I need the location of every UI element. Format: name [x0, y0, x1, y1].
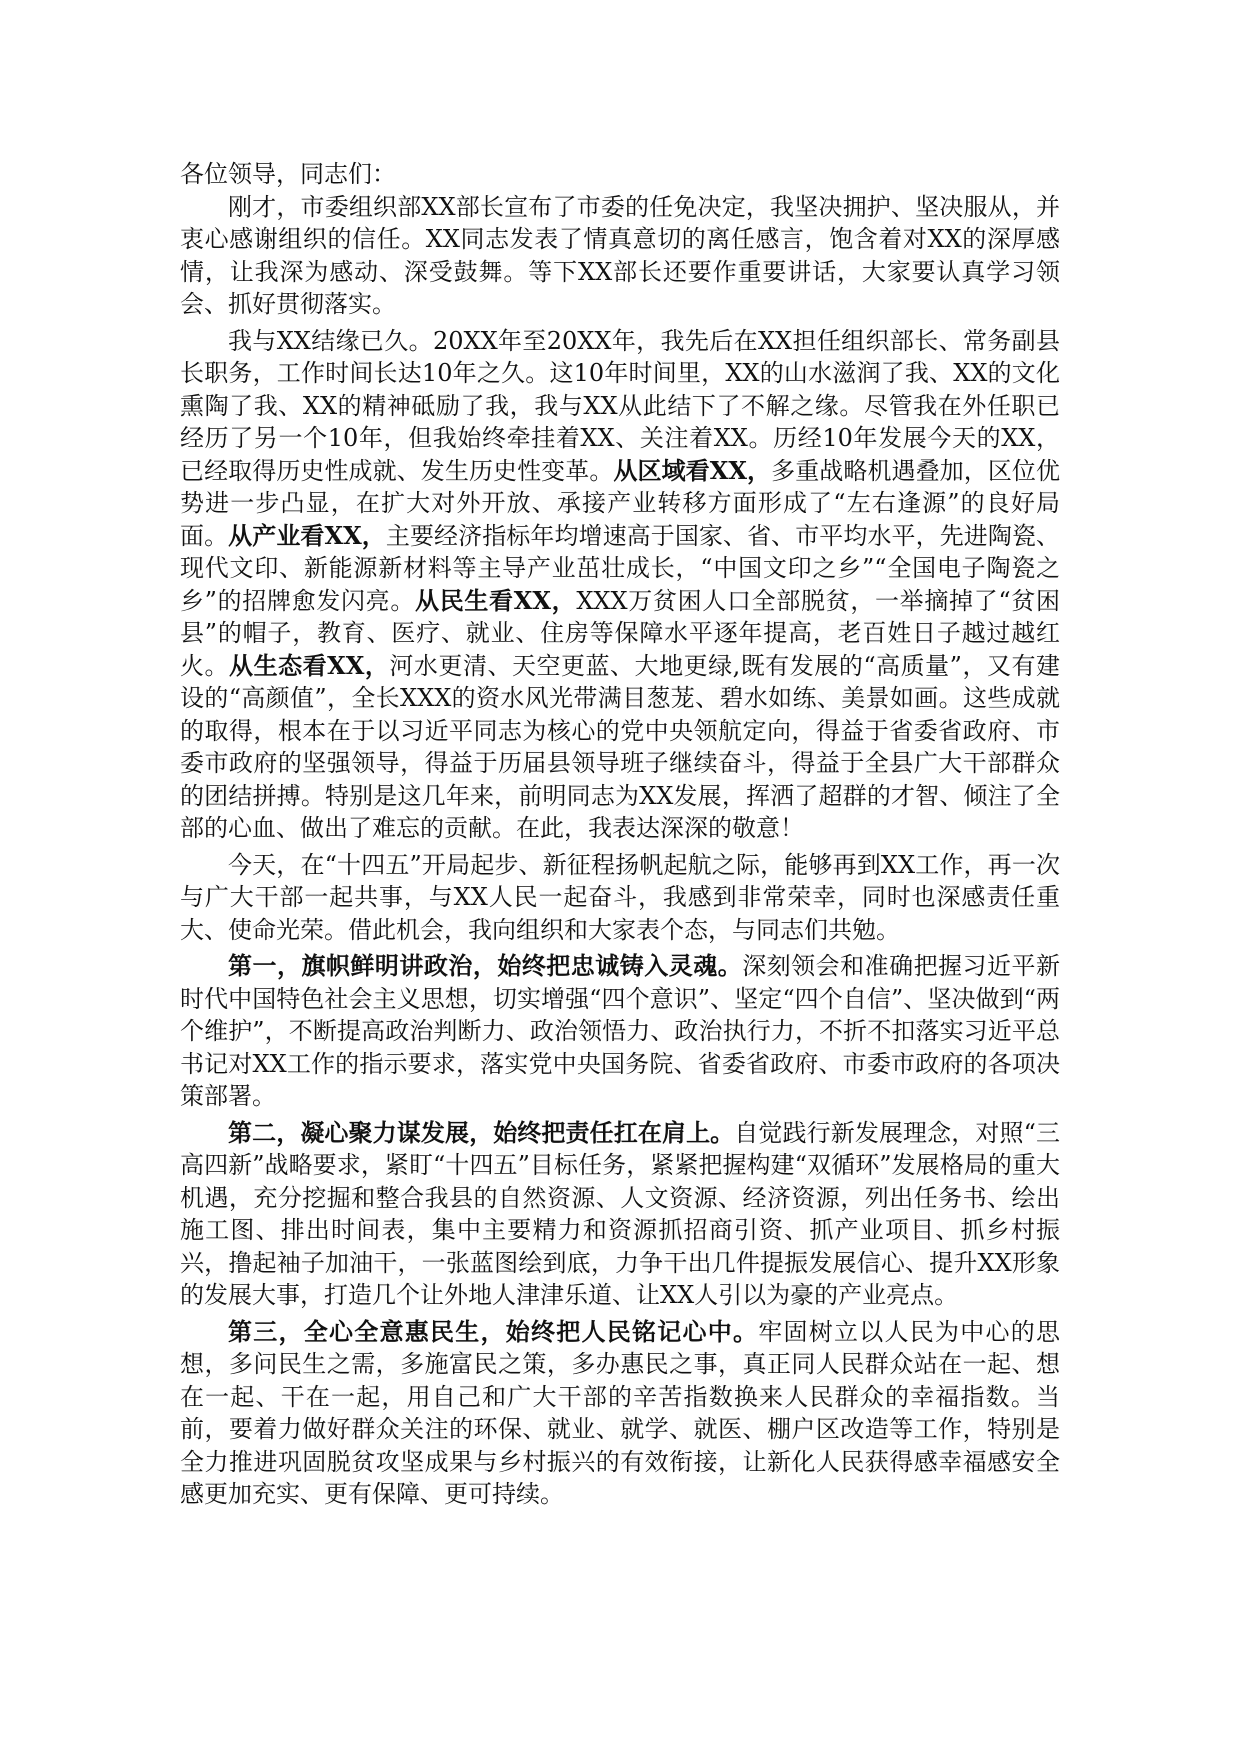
speech-body	[180, 158, 1060, 1511]
achievements-intro: 我与XX结缘已久。20XX年至20XX年，我先后在XX担任组织部长、常务副县长职务，工作时间长达10年之久。这10年时间里，XX的山水滋润了我、XX的文化熏陶了我、XX的精神砥励了我，我与XX从此结下了不解之缘。尽管我在外任职已经历了另一个10年，但我始终牵挂着XX、关注着XX。历经10年发展今天的XX，已经取得历史性成就、发生历史性变革。	[180, 326, 1060, 485]
industry-heading: 从产业看XX，	[228, 520, 386, 550]
point-two-text: 自觉践行新发展理念，对照“三高四新”战略要求，紧盯“十四五”目标任务，紧紧把握构建“双循环”发展格局的重大机遇，充分挖掘和整合我县的自然资源、人文资源、经济资源，列出任务书、绘出施工图、排出时间表，集中主要精力和资源抓招商引资、抓产业项目、抓乡村振兴，撸起袖子加油干，一张蓝图绘到底，力争干出几件提振发展信心、提升XX形象的发展大事，打造几个让外地人津津乐道、让XX人引以为豪的产业亮点。	[180, 1118, 1060, 1309]
point-three-heading: 第三，全心全意惠民生，始终把人民铭记心中。	[228, 1316, 759, 1346]
paragraph-point-one	[180, 950, 1060, 1113]
ecology-heading: 从生态看XX，	[229, 650, 390, 680]
region-text: 多重战略机遇叠加，区位优势进一步凸显，在扩大对外开放、承接产业转移方面形成了“左右逢源”的良好局面。	[180, 456, 1061, 550]
paragraph-point-three	[180, 1316, 1060, 1511]
point-one-heading: 第一，旗帜鲜明讲政治，始终把忠诚铸入灵魂。	[228, 951, 743, 980]
paragraph-opening: 刚才，市委组织部XX部长宣布了市委的任免决定，我坚决拥护、坚决服从，并衷心感谢组织的信任。XX同志发表了情真意切的离任感言，饱含着对XX的深厚感情，让我深为感动、深受鼓舞。等下XX部长还要作重要讲话，大家要认真学习领会、抓好贯彻落实。	[180, 192, 1060, 318]
livelihood-text: XXX万贫困人口全部脱贫，一举摘掉了“贫困县”的帽子，教育、医疗、就业、住房等保障水平逐年提高，老百姓日子越过越红火。	[180, 586, 1060, 680]
ecology-text: 河水更清、天空更蓝、大地更绿,既有发展的“高质量”，又有建设的“高颜值”，全长XXX的资水风光带满目葱茏、碧水如练、美景如画。这些成就的取得，根本在于以习近平同志为核心的党中央领航定向，得益于省委省政府、市委市政府的坚强领导，得益于历届县领导班子继续奋斗，得益于全县广大干部群众的团结拼搏。特别是这几年来，前明同志为XX发展，挥洒了超群的才智、倾注了全部的心血、做出了难忘的贡献。在此，我表达深深的敬意！	[180, 651, 1061, 842]
livelihood-heading: 从民生看XX，	[415, 585, 577, 615]
paragraph-commitment: 今天，在“十四五”开局起步、新征程扬帆起航之际，能够再到XX工作，再一次与广大干部一起共事，与XX人民一起奋斗，我感到非常荣幸，同时也深感责任重大、使命光荣。借此机会，我向组织和大家表个态，与同志们共勉。	[180, 850, 1060, 944]
paragraph-achievements	[180, 325, 1060, 845]
point-three-text: 牢固树立以人民为中心的思想，多问民生之需，多施富民之策，多办惠民之事，真正同人民群众站在一起、想在一起、干在一起，用自己和广大干部的辛苦指数换来人民群众的幸福指数。当前，要着力做好群众关注的环保、就业、就学、就医、棚户区改造等工作，特别是全力推进巩固脱贫攻坚成果与乡村振兴的有效衔接，让新化人民获得感幸福感安全感更加充实、更有保障、更可持续。	[180, 1317, 1060, 1508]
region-heading: 从区域看XX，	[613, 455, 772, 485]
point-one-text: 深刻领会和准确把握习近平新时代中国特色社会主义思想，切实增强“四个意识”、坚定“四个自信”、坚决做到“两个维护”，不断提高政治判断力、政治领悟力、政治执行力，不折不扣落实习近平总书记对XX工作的指示要求，落实党中央国务院、省委省政府、市委市政府的各项决策部署。	[180, 952, 1061, 1110]
industry-text: 主要经济指标年均增速高于国家、省、市平均水平，先进陶瓷、现代文印、新能源新材料等主导产业茁壮成长，“中国文印之乡”“全国电子陶瓷之乡”的招牌愈发闪亮。	[180, 521, 1061, 615]
salutation: 各位领导，同志们：	[180, 160, 396, 188]
paragraph-point-two	[180, 1117, 1060, 1312]
point-two-heading: 第二，凝心聚力谋发展，始终把责任扛在肩上。	[228, 1117, 735, 1147]
